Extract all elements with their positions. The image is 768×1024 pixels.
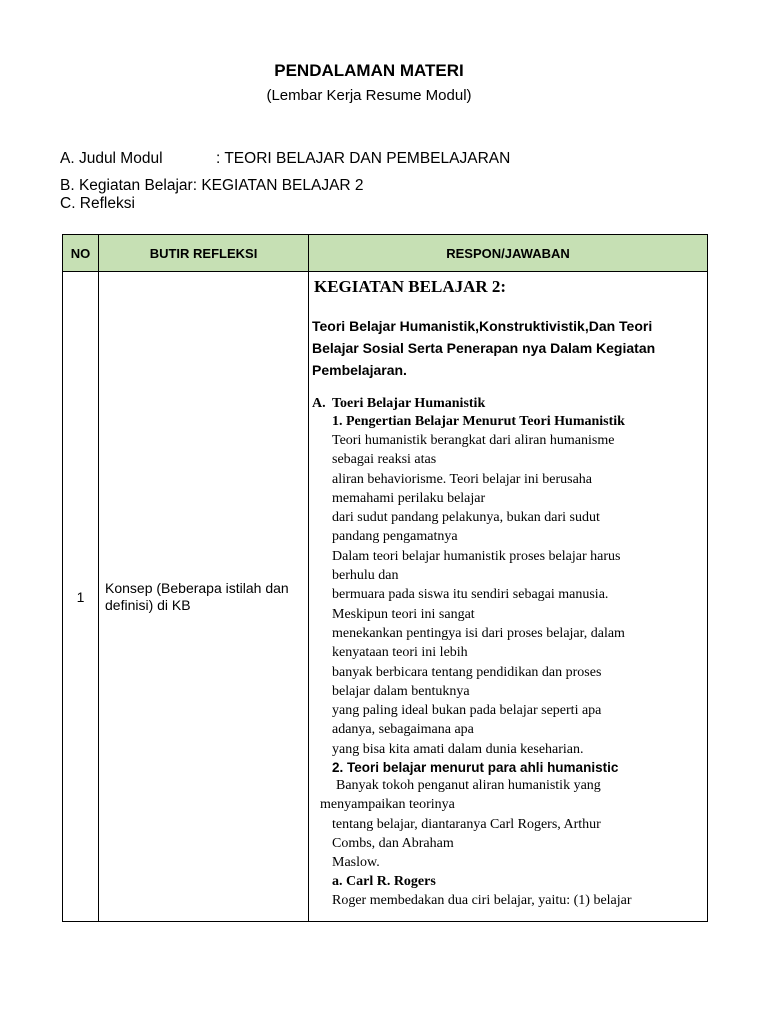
sub3-title: a. Carl R. Rogers [332,873,436,889]
judul-modul-row [60,150,510,168]
section-a-title: Toeri Belajar Humanistik [332,396,486,411]
kegiatan-belajar-row [60,177,364,195]
page-title: PENDALAMAN MATERI [274,61,464,80]
paragraph-line: Combs, dan Abraham [332,835,454,851]
paragraph-2 [312,776,699,872]
judul-modul-label: A. Judul Modul [60,150,163,167]
paragraph-line: yang paling ideal bukan pada belajar seperti apa adanya, sebagaimana apa [332,703,602,738]
butir-refleksi-cell: Konsep (Beberapa istilah dan definisi) di KB [99,272,309,922]
response-heading: KEGIATAN BELAJAR 2: [314,277,507,296]
section-a-marker: A. [312,396,326,411]
paragraph-line: yang bisa kita amati dalam dunia keseharian. [332,741,584,757]
last-line: Roger membedakan dua ciri belajar, yaitu: (1) belajar [332,892,632,908]
page-subtitle: (Lembar Kerja Resume Modul) [266,87,472,104]
paragraph-line: dari sudut pandang pelakunya, bukan dari sudut pandang pengamatnya [332,510,600,545]
paragraph-line: Banyak tokoh penganut aliran humanistik yang [336,778,601,794]
kegiatan-belajar-value: : KEGIATAN BELAJAR 2 [192,177,364,194]
paragraph-line: menyampaikan teorinya [320,797,455,813]
response-cell [309,272,708,922]
paragraph-line: tentang belajar, diantaranya Carl Rogers, Arthur [332,816,601,832]
paragraph-line: Dalam teori belajar humanistik proses belajar harus berhulu dan [332,548,621,584]
reflection-table [62,234,708,922]
judul-modul-value: : TEORI BELAJAR DAN PEMBELAJARAN [216,150,511,167]
header-butir-refleksi: BUTIR REFLEKSI [99,235,309,272]
paragraph-line: bermuara pada siswa itu sendiri sebagai manusia. Meskipun teori ini sangat [332,587,609,622]
paragraph-line: aliran behaviorisme. Teori belajar ini berusaha memahami perilaku belajar [332,471,592,506]
paragraph-1 [312,431,699,759]
paragraph-line: banyak berbicara tentang pendidikan dan proses belajar dalam bentuknya [332,664,602,699]
section-a-heading [312,395,699,413]
row-number: 1 [63,272,99,922]
paragraph-line: menekankan pentingya isi dari proses belajar, dalam kenyataan teori ini lebih [332,625,625,661]
paragraph-line: Maslow. [332,855,380,871]
sub1-title: 1. Pengertian Belajar Menurut Teori Humanistik [332,414,625,429]
kegiatan-belajar-label: B. Kegiatan Belajar [60,177,193,194]
table-row [63,272,708,922]
refleksi-label: C. Refleksi [60,195,135,212]
sub2-title: 2. Teori belajar menurut para ahli humanistic [332,760,619,776]
header-no: NO [63,235,99,272]
header-respon-jawaban: RESPON/JAWABAN [309,235,708,272]
paragraph-line: Teori humanistik berangkat dari aliran humanisme sebagai reaksi atas [332,433,615,468]
response-topic: Teori Belajar Humanistik,Konstruktivistik,Dan Teori Belajar Sosial Serta Penerapan nya Dalam Kegiatan Pembelajaran. [312,318,656,378]
table-header-row [63,235,708,272]
